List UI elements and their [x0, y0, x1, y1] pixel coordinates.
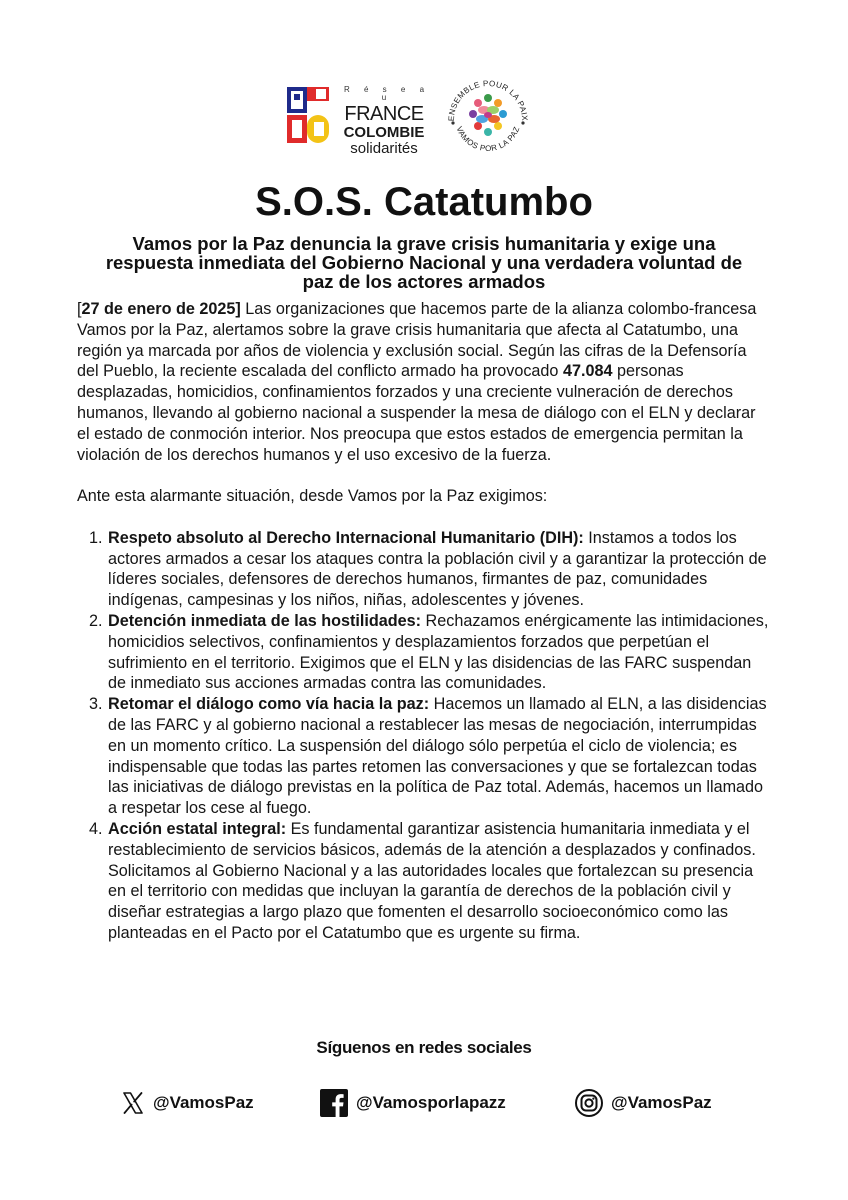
header-logos	[0, 72, 848, 162]
social-link-facebook[interactable]	[320, 1088, 506, 1118]
instagram-icon	[575, 1089, 603, 1117]
intro-open-bracket: [	[77, 300, 82, 318]
vamos-logo-bottom-text: VAMOS POR LA PAZ	[454, 125, 522, 153]
facebook-handle[interactable]: @Vamosporlapazz	[356, 1093, 506, 1112]
demand-text: Hacemos un llamado al ELN, a las disidencias de las FARC y al gobierno nacional a restablecer las mesas de negociación, interrumpidas en un momento crítico. La suspensión del diálogo sólo perpetúa el ciclo de violencia; es indispensable que todas las partes retomen las conversaciones y que se fortalezcan todas las iniciativas de diálogo previstas en la política de Paz total. Además, hacemos un llamado a respetar los cese al fuego.	[108, 695, 767, 818]
instagram-handle[interactable]: @VamosPaz	[611, 1093, 712, 1112]
rfcs-mark-icon	[286, 86, 332, 144]
rfcs-solidarites-label: solidarités	[350, 140, 418, 157]
page-subtitle: Vamos por la Paz denuncia la grave crisis humanitaria y exige una respuesta inmediata del Gobierno Nacional y una verdadera voluntad de paz de los actores armados	[105, 233, 743, 292]
intro-date: 27 de enero de 2025]	[81, 300, 241, 318]
demand-text: Instamos a todos los actores armados a cesar los ataques contra la población civil y a garantizar la protección de líderes sociales, defensores de derechos humanos, firmantes de paz, comunidades indígenas, campesinas y los niños, niñas, adolescentes y jóvenes.	[108, 528, 767, 610]
demands-intro: Ante esta alarmante situación, desde Vamos por la Paz exigimos:	[77, 487, 548, 506]
demand-text: Rechazamos enérgicamente las intimidaciones, homicidios selectivos, confinamientos y desplazamientos forzados que perpetúan el sufrimiento en el territorio. Exigimos que el ELN y las disidencias de las FARC suspendan de inmediato sus acciones armadas contra las comunidades.	[108, 611, 769, 693]
page-title: S.O.S. Catatumbo	[255, 180, 593, 224]
vamos-por-la-paz-logo	[442, 72, 534, 164]
x-icon	[121, 1091, 145, 1115]
displaced-count: 47.084	[562, 362, 613, 381]
vamos-logo-top-text: ENSEMBLE POUR LA PAIX	[446, 78, 530, 122]
social-heading: Síguenos en redes sociales	[316, 1038, 532, 1057]
rfcs-colombie-label: COLOMBIE	[343, 124, 425, 141]
facebook-icon	[320, 1089, 348, 1117]
demand-text: Es fundamental garantizar asistencia humanitaria inmediata y el restablecimiento de servicios básicos, además de la atención a desplazados y confinados. Solicitamos al Gobierno Nacional y a las autoridades locales que fortalezcan su presencia en el territorio con medidas que incluyan la garantía de derechos de la población civil y diseñar estrategias a largo plazo que fomenten el desarrollo socioeconómico como las planteadas en el Pacto por el Catatumbo que es urgente su firma.	[108, 819, 756, 942]
social-link-x[interactable]	[121, 1088, 254, 1118]
demand-title: Acción estatal integral:	[108, 819, 287, 838]
list-item	[107, 694, 771, 819]
social-link-instagram[interactable]	[575, 1088, 712, 1118]
demands-list	[77, 528, 771, 944]
intro-paragraph	[77, 299, 771, 465]
demand-title: Respeto absoluto al Derecho Internacional Humanitario (DIH):	[108, 528, 584, 547]
statement-body	[77, 299, 771, 944]
rfcs-logo	[286, 85, 431, 157]
list-item	[107, 611, 771, 694]
list-item	[107, 819, 771, 944]
rfcs-france-label: FRANCE	[344, 103, 424, 125]
intro-text-2: personas desplazadas, homicidios, confinamientos forzados y una creciente vulneración de derechos humanos, llevando al gobierno nacional a suspender la mesa de diálogo con el ELN y declarar el estado de conmoción interior. Nos preocupa que estos estados de emergencia permitan la violación de los derechos humanos y el uso excesivo de la fuerza.	[77, 362, 756, 464]
intro-text-1: Las organizaciones que hacemos parte de la alianza colombo-francesa Vamos por la Paz, alertamos sobre la grave crisis humanitaria que afecta al Catatumbo, una región ya marcada por años de violencia y exclusión social. Según las cifras de la Defensoría del Pueblo, la reciente escalada del conflicto armado ha provocado	[77, 300, 757, 381]
rfcs-reseau-label: R é s e a u	[344, 85, 431, 102]
demand-title: Detención inmediata de las hostilidades:	[108, 611, 422, 630]
x-handle[interactable]: @VamosPaz	[153, 1093, 254, 1112]
list-item	[107, 528, 771, 611]
demand-title: Retomar el diálogo como vía hacia la paz:	[108, 695, 430, 714]
